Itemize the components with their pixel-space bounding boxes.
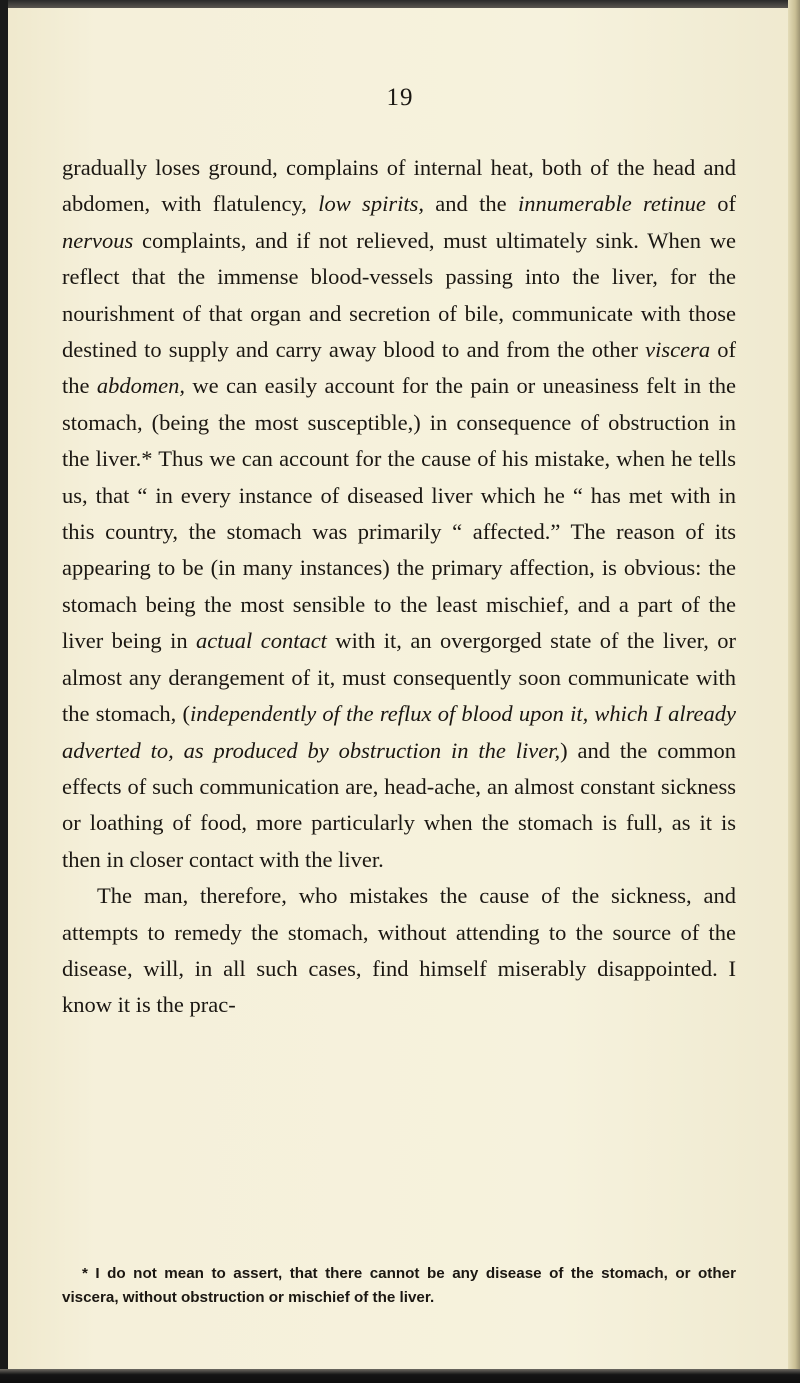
footnote: * I do not mean to assert, that there cannot be any disease of the stomach, or other viscera, without obstruction or mischief of the liver. [62, 1265, 736, 1306]
body-text [62, 150, 736, 1024]
scan-top-border [0, 0, 800, 8]
paragraph-2: The man, therefore, who mistakes the cause of the sickness, and attempts to remedy the stomach, without attending to the source of the disease, will, in all such cases, find himself miserably disappointed. I know it is the prac- [62, 883, 736, 1018]
page-number: 19 [386, 84, 414, 111]
scan-left-border [0, 0, 8, 1383]
page-fore-edge [788, 0, 800, 1383]
scan-bottom-border [0, 1369, 800, 1383]
paragraph-1: gradually loses ground, complains of internal heat, both of the head and abdomen, with flatulency, low spirits, and the innumerable retinue of nervous complaints, and if not relieved, must ultimately sink. When we reflect that the immense blood-vessels passing into the liver, for the nourishment of that organ and secretion of bile, communicate with those destined to supply and carry away blood to and from the other viscera of the abdomen, we can easily account for the pain or uneasiness felt in the stomach, (being the most susceptible,) in consequence of obstruction in the liver.* Thus we can account for the cause of his mistake, when he tells us, that “ in every instance of diseased liver which he “ has met with in this country, the stomach was primarily “ affected.” The reason of its appearing to be (in many instances) the primary affection, is obvious: the stomach being the most sensible to the least mischief, and a part of the liver being in actual contact with it, an overgorged state of the liver, or almost any derangement of it, must consequently soon communicate with the stomach, (independently of the reflux of blood upon it, which I already adverted to, as produced by obstruction in the liver,) and the common effects of such communication are, head-ache, an almost constant sickness or loathing of food, more particularly when the stomach is full, as it is then in closer contact with the liver. [62, 155, 737, 872]
